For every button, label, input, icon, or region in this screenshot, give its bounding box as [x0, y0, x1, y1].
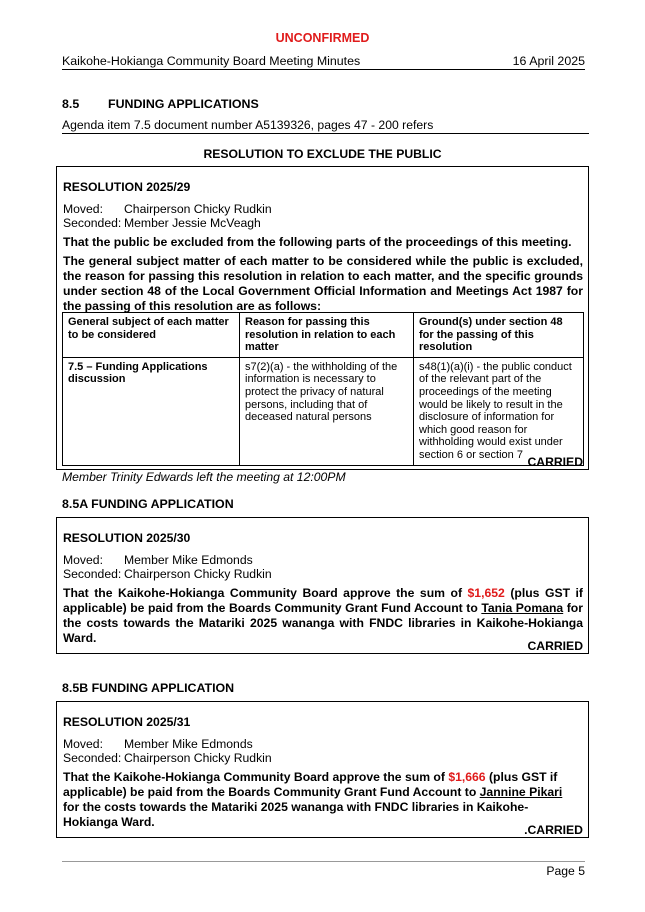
moved-label: Moved:	[63, 553, 103, 567]
resolution-text-part: (plus GST if applicable) be paid from the Boards Community Grant Fund Account to	[63, 770, 558, 799]
carried-label: CARRIED	[527, 639, 583, 653]
resolution-paragraph-1: That the public be excluded from the following parts of the proceedings of this meeting.	[63, 235, 572, 249]
seconder: Member Jessie McVeagh	[124, 216, 261, 230]
table-header-row	[63, 313, 584, 358]
seconded-label: Seconded:	[63, 751, 122, 765]
mover-seconder	[63, 553, 583, 581]
exclusion-table	[62, 312, 584, 466]
mover: Member Mike Edmonds	[124, 553, 253, 567]
seconded-label: Seconded:	[63, 216, 122, 230]
resolution-text	[63, 586, 583, 646]
meeting-date: 16 April 2025	[512, 54, 585, 68]
grant-amount: $1,666	[448, 770, 486, 784]
resolution-text-part: (plus GST if applicable) be paid from the Boards Community Grant Fund Account to	[63, 586, 583, 615]
resolution-text-part: for the costs towards the Matariki 2025 wananga with FNDC libraries in Kaikohe-Hokianga Ward.	[63, 601, 583, 645]
document-title: Kaikohe-Hokianga Community Board Meeting Minutes	[62, 54, 361, 68]
moved-label: Moved:	[63, 202, 103, 216]
unconfirmed-status: UNCONFIRMED	[275, 31, 370, 45]
table-header-cell: Reason for passing this resolution in relation to each matter	[240, 313, 414, 358]
exclude-public-heading: RESOLUTION TO EXCLUDE THE PUBLIC	[203, 147, 442, 161]
page-number: Page 5	[546, 864, 585, 878]
carried-label: .CARRIED	[524, 823, 583, 837]
table-cell: 7.5 – Funding Applications discussion	[63, 357, 240, 465]
resolution-2025-31-box	[56, 701, 589, 838]
section-8-5-heading	[62, 97, 259, 111]
resolution-paragraph-2: The general subject matter of each matter to be considered while the public is excluded, the reason for passing this resolution in relation to each matter, and the specific grounds under section 48 of the Local Government Official Information and Meetings Act 1987 for the passing of this resolution are as follows:	[63, 254, 583, 313]
resolution-2025-29-box	[56, 166, 589, 470]
resolution-text	[63, 770, 575, 830]
resolution-title: RESOLUTION 2025/30	[63, 531, 191, 545]
resolution-2025-30-box	[56, 517, 589, 654]
resolution-text-part: That the Kaikohe-Hokianga Community Board approve the sum of	[63, 770, 449, 784]
table-cell: s7(2)(a) - the withholding of the information is necessary to protect the privacy of natural persons, including that of deceased natural persons	[240, 357, 414, 465]
carried-label: CARRIED	[527, 455, 583, 469]
mover: Chairperson Chicky Rudkin	[124, 202, 272, 216]
mover-seconder	[63, 737, 583, 765]
mover-seconder	[63, 202, 583, 230]
attendance-note: Member Trinity Edwards left the meeting at 12:00PM	[62, 470, 346, 484]
agenda-reference: Agenda item 7.5 document number A5139326, pages 47 - 200 refers	[62, 118, 589, 134]
mover: Member Mike Edmonds	[124, 737, 253, 751]
grant-amount: $1,652	[467, 586, 505, 600]
section-8-5b-heading: 8.5B FUNDING APPLICATION	[62, 681, 235, 695]
grant-recipient: Tania Pomana	[481, 601, 564, 615]
seconder: Chairperson Chicky Rudkin	[124, 751, 272, 765]
table-header-cell: Ground(s) under section 48 for the passing of this resolution	[414, 313, 584, 358]
section-number: 8.5	[62, 97, 80, 111]
seconded-label: Seconded:	[63, 567, 122, 581]
seconder: Chairperson Chicky Rudkin	[124, 567, 272, 581]
resolution-title: RESOLUTION 2025/31	[63, 715, 191, 729]
section-title: FUNDING APPLICATIONS	[108, 97, 259, 111]
table-row	[63, 357, 584, 465]
resolution-text-part: for the costs towards the Matariki 2025 wananga with FNDC libraries in Kaikohe-Hokianga Ward.	[63, 800, 529, 829]
resolution-text-part: That the Kaikohe-Hokianga Community Board approve the sum of	[63, 586, 468, 600]
resolution-title: RESOLUTION 2025/29	[63, 180, 191, 194]
table-header-cell: General subject of each matter to be considered	[63, 313, 240, 358]
moved-label: Moved:	[63, 737, 103, 751]
table-cell: s48(1)(a)(i) - the public conduct of the relevant part of the proceedings of the meeting would be likely to result in the disclosure of information for which good reason for withholding would exist under section 6 or section 7	[414, 357, 584, 465]
section-8-5a-heading: 8.5A FUNDING APPLICATION	[62, 497, 234, 511]
page-header	[62, 54, 585, 70]
grant-recipient: Jannine Pikari	[479, 785, 563, 799]
footer-rule	[62, 861, 585, 862]
